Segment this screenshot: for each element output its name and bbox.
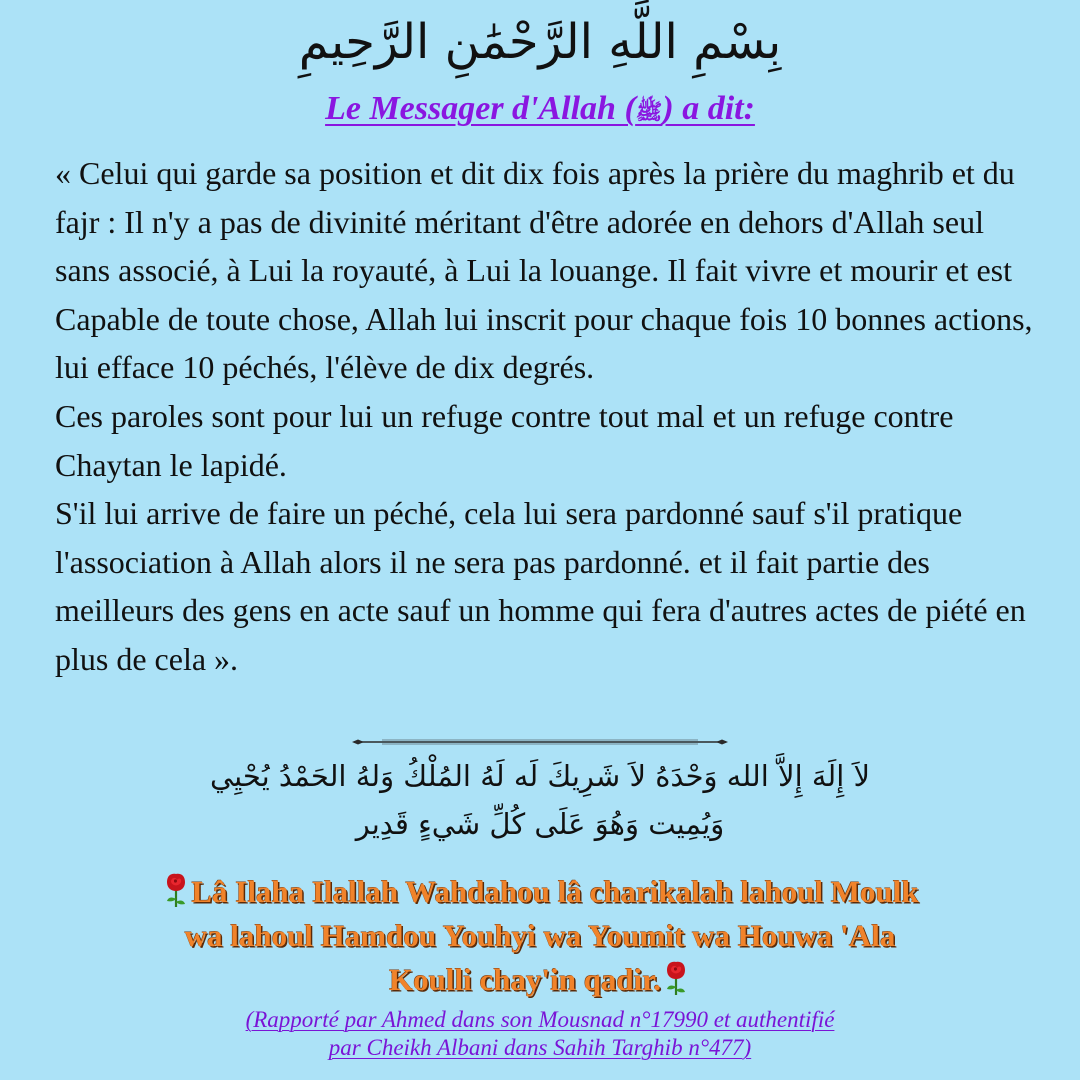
rose-icon (663, 960, 689, 996)
transliteration-line: wa lahoul Hamdou Youhyi wa Youmit wa Houwa 'Ala (184, 918, 896, 953)
transliteration-text: Lâ Ilaha Ilallah Wahdahou lâ charikalah lahoul Moulk (191, 874, 919, 909)
source-reference (0, 1006, 1080, 1062)
honorific: ﷺ (635, 100, 663, 125)
transliteration-line (40, 958, 1040, 1002)
heading-text: Le Messager d'Allah ( (325, 90, 636, 127)
heading (0, 84, 1080, 138)
source-line: par Cheikh Albani dans Sahih Targhib n°477) (328, 1035, 752, 1060)
hadith-paragraph: S'il lui arrive de faire un péché, cela lui sera pardonné sauf s'il pratique l'association à Allah alors il ne sera pas pardonné. et il fait partie des meilleurs des gens en acte sauf un homme qui fera d'autres actes de piété en plus de cela ». (55, 495, 1026, 677)
arabic-dhikr (60, 752, 1020, 848)
hadith-paragraph: « Celui qui garde sa position et dit dix fois après la prière du maghrib et du fajr : Il n'y a pas de divinité méritant d'être adorée en dehors d'Allah seul sans associé, à Lui la royauté, à Lui la louange. Il fait vivre et mourir et est Capable de toute chose, Allah lui inscrit pour chaque fois 10 bonnes actions, lui efface 10 péchés, l'élève de dix degrés. (55, 155, 1033, 386)
hadith-text (55, 149, 1045, 684)
rose-icon (163, 872, 189, 908)
transliteration (40, 870, 1040, 1002)
hadith-paragraph: Ces paroles sont pour lui un refuge contre tout mal et un refuge contre Chaytan le lapidé. (55, 397, 954, 483)
arabic-line: لاَ إِلَهَ إِلاَّ الله وَحْدَهُ لاَ شَرِيكَ لَه لَهُ المُلْكُ وَلهُ الحَمْدُ يُحْيِي (209, 759, 871, 793)
transliteration-text: Koulli chay'in qadir. (389, 962, 661, 997)
basmala: بِسْمِ اللَّهِ الرَّحْمَٰنِ الرَّحِيمِ (298, 14, 782, 70)
source-line: (Rapporté par Ahmed dans son Mousnad n°17990 et authentifié (245, 1007, 835, 1032)
transliteration-line (40, 870, 1040, 914)
arabic-line: وَيُمِيت وَهُوَ عَلَى كُلِّ شَيءٍ قَدِير (355, 807, 725, 841)
divider-ornament (352, 738, 728, 746)
heading-text-end: ) a dit: (662, 90, 755, 127)
